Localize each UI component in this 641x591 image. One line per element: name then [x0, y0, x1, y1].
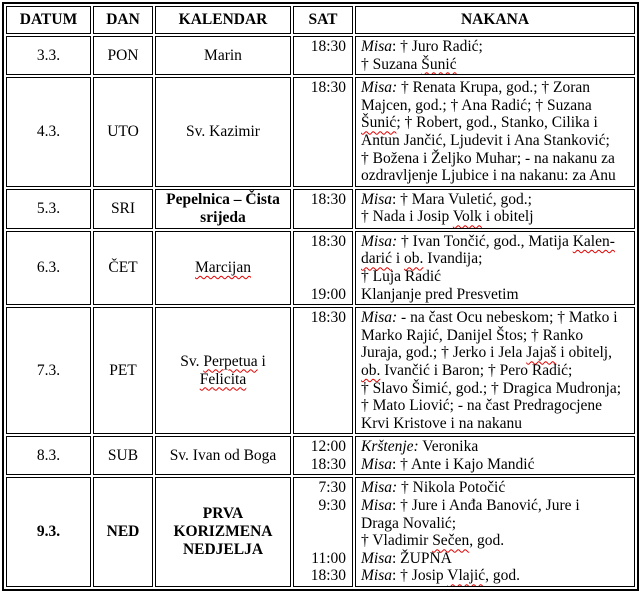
text-segment: Juraja, god.; † Jerko i Jela [361, 344, 527, 362]
intention-line [361, 550, 632, 568]
text-segment: Krštenje: [361, 438, 419, 456]
date-cell: 4.3. [6, 77, 91, 187]
misspelled-word: Šunić [421, 55, 457, 73]
time-cell [293, 36, 353, 75]
text-segment: : ŽUPNA [392, 549, 452, 567]
misspelled-word: Vlajić [447, 567, 486, 585]
intention-line [361, 38, 632, 56]
intention-cell [355, 77, 635, 187]
intention-line [361, 208, 632, 226]
calendar-line [159, 541, 287, 559]
table-row [6, 36, 635, 75]
text-segment: Marko Rajić, Danijel Štos; † Ranko [361, 326, 584, 344]
time-line [297, 286, 346, 304]
day-cell: NED [93, 477, 153, 587]
page [0, 2, 641, 585]
text-segment: 18:30 [310, 190, 346, 208]
text-segment: : † Juro Radić; [392, 38, 483, 55]
text-segment: Marin [204, 46, 242, 64]
time-line [297, 191, 346, 209]
calendar-line [159, 505, 287, 523]
day-cell: ČET [93, 231, 153, 305]
text-segment: NEDJELJA [182, 541, 264, 559]
calendar-line [159, 447, 287, 465]
text-segment: KORIZMENA [173, 523, 273, 541]
date-cell: 7.3. [6, 307, 91, 434]
intention-line [361, 268, 632, 286]
intention-line [361, 497, 632, 515]
intention-line [361, 132, 632, 150]
text-segment: : † Mara Vuletić, god.; [392, 190, 532, 208]
calendar-line [159, 123, 287, 141]
text-segment: Misa [361, 455, 392, 473]
text-segment: 18:30 [310, 79, 346, 97]
day-cell: PET [93, 307, 153, 434]
intention-line [361, 79, 632, 97]
text-segment: : † Ante i Kajo Mandić [392, 455, 535, 473]
time-cell [293, 436, 353, 475]
text-segment: 9:30 [318, 497, 346, 515]
misspelled-word: Felicita [199, 370, 247, 388]
text-segment: Misa [361, 567, 392, 585]
table-row [6, 231, 635, 305]
date-cell: 9.3. [6, 477, 91, 587]
intention-line [361, 56, 632, 74]
schedule-body [6, 36, 635, 587]
text-segment: † Renata Krupa, god.; † Zoran [397, 79, 591, 97]
text-segment: i [257, 352, 266, 370]
intention-line [361, 233, 632, 251]
calendar-cell [155, 477, 291, 587]
table-row [6, 189, 635, 229]
intention-line [361, 380, 632, 398]
text-segment: Klanjanje pred Presvetim [361, 285, 519, 303]
intention-line [361, 114, 632, 132]
mass-schedule-table [2, 2, 639, 591]
text-segment: Antun Jančić, Ljudevit i Ana Stanković; [361, 131, 610, 149]
intention-line [361, 456, 632, 474]
text-segment: : † Jure i Anđa Banović, Jure i [392, 497, 580, 515]
text-segment: 18:30 [310, 567, 346, 585]
time-line [297, 38, 346, 56]
text-segment: - na čast Ocu nebeskom; † Matko i [397, 309, 618, 327]
text-segment: Sv. Kazimir [186, 122, 260, 140]
header-datum: DATUM [6, 6, 91, 34]
intention-line [361, 286, 632, 304]
text-segment: Misa: [361, 309, 398, 327]
text-segment: † Luja Radić [361, 267, 442, 285]
text-segment: 18:30 [310, 309, 346, 327]
calendar-cell [155, 436, 291, 475]
text-segment: Majcen, god.; † Ana Radić; † Suzana [361, 96, 592, 114]
intention-cell [355, 307, 635, 434]
day-cell: SRI [93, 189, 153, 229]
text-segment: Sv. [180, 352, 204, 370]
calendar-cell [155, 36, 291, 75]
date-cell: 8.3. [6, 436, 91, 475]
table-row [6, 307, 635, 434]
header-nakana: NAKANA [355, 6, 635, 34]
time-line [297, 438, 346, 456]
calendar-line [159, 47, 287, 65]
calendar-cell [155, 231, 291, 305]
text-segment: ozdravljenje Ljubice i na nakanu: za Anu [361, 167, 616, 185]
time-line [297, 550, 346, 568]
time-line [297, 479, 346, 497]
text-segment: † Slavo Šimić, god.; † Dragica Mudronja; [361, 379, 622, 397]
misspelled-word: Kalen- [572, 232, 615, 250]
time-line [297, 79, 346, 97]
calendar-cell [155, 307, 291, 434]
time-line [297, 532, 346, 550]
intention-line [361, 479, 632, 497]
intention-cell [355, 436, 635, 475]
text-segment: : † Josip [392, 567, 448, 585]
misspelled-word: Perpetua [203, 352, 258, 370]
text-segment: Misa [361, 549, 392, 567]
text-segment: 7:30 [318, 479, 346, 497]
text-segment: i obitelj, [556, 344, 612, 362]
text-segment: Veronika [418, 438, 479, 456]
text-segment: Misa [361, 190, 392, 208]
text-segment: † Nikola Potočić [397, 479, 506, 497]
time-line [297, 515, 346, 533]
text-segment: Misa [361, 497, 392, 515]
intention-cell [355, 477, 635, 587]
text-segment: 18:30 [310, 232, 346, 250]
text-segment: † Vladimir [361, 532, 433, 550]
text-segment: 12:00 [310, 438, 346, 456]
misspelled-word: Sečen [432, 532, 470, 550]
text-segment: PRVA [202, 505, 244, 523]
day-cell: UTO [93, 77, 153, 187]
intention-line [361, 438, 632, 456]
intention-line [361, 344, 632, 362]
table-row [6, 477, 635, 587]
date-cell: 5.3. [6, 189, 91, 229]
text-segment: 11:00 [311, 549, 346, 567]
intention-line [361, 515, 632, 533]
text-segment: Pepelnica – Čista [166, 190, 280, 208]
calendar-line [159, 353, 287, 371]
calendar-line [159, 209, 287, 227]
text-segment: Ivandija; [423, 250, 483, 268]
time-cell [293, 477, 353, 587]
text-segment: Misa [361, 38, 392, 55]
time-line [297, 567, 346, 585]
text-segment: Draga Novalić; [361, 514, 457, 532]
intention-line [361, 362, 632, 380]
text-segment: Sv. Ivan od Boga [169, 446, 277, 464]
time-cell [293, 307, 353, 434]
text-segment: † Mato Liović; - na čast Predragocjene [361, 397, 603, 415]
header-row [6, 6, 635, 34]
text-segment: 18:30 [310, 455, 346, 473]
text-segment: , god. [469, 532, 505, 550]
text-segment: 18:30 [310, 38, 346, 55]
calendar-cell [155, 77, 291, 187]
header-dan: DAN [93, 6, 153, 34]
text-segment: Misa: [361, 232, 398, 250]
text-segment: Misa: [361, 79, 398, 97]
calendar-line [159, 191, 287, 209]
calendar-line [159, 371, 287, 389]
table-header [6, 6, 635, 34]
date-cell: 3.3. [6, 36, 91, 75]
intention-line [361, 167, 632, 185]
calendar-line [159, 259, 287, 277]
misspelled-word: Šunić [361, 114, 397, 132]
header-sat: SAT [293, 6, 353, 34]
calendar-cell [155, 189, 291, 229]
intention-line [361, 397, 632, 415]
intention-line [361, 532, 632, 550]
intention-line [361, 97, 632, 115]
intention-line [361, 150, 632, 168]
text-segment: i [391, 250, 405, 268]
time-cell [293, 231, 353, 305]
text-segment: 19:00 [310, 285, 346, 303]
misspelled-word: ob. [404, 250, 424, 268]
header-kalendar: KALENDAR [155, 6, 291, 34]
text-segment: Misa: [361, 479, 398, 497]
time-line [297, 309, 346, 327]
time-cell [293, 77, 353, 187]
intention-line [361, 567, 632, 585]
intention-line [361, 327, 632, 345]
misspelled-word: Marcijan [195, 258, 251, 276]
intention-line [361, 415, 632, 433]
day-cell: SUB [93, 436, 153, 475]
date-cell: 6.3. [6, 231, 91, 305]
time-line [297, 250, 346, 268]
intention-cell [355, 189, 635, 229]
text-segment: Ivančić i Baron; † Pero Radić; [380, 361, 573, 379]
text-segment: , god. [485, 567, 521, 585]
intention-cell [355, 36, 635, 75]
time-line [297, 456, 346, 474]
time-line [297, 268, 346, 286]
calendar-line [159, 523, 287, 541]
intention-cell [355, 231, 635, 305]
time-line [297, 497, 346, 515]
misspelled-word: darić [361, 250, 392, 268]
text-segment: † Ivan Tončić, god., Matija [397, 232, 573, 250]
intention-line [361, 309, 632, 327]
text-segment: i obitelj [481, 208, 534, 226]
intention-line [361, 191, 632, 209]
text-segment: † Božena i Željko Muhar; - na nakanu za [361, 149, 615, 167]
text-segment: † Suzana [361, 55, 422, 73]
time-line [297, 233, 346, 251]
misspelled-word: ob. [361, 361, 381, 379]
misspelled-word: Jajaš [526, 344, 557, 362]
text-segment: srijeda [200, 208, 246, 226]
table-row [6, 436, 635, 475]
table-row [6, 77, 635, 187]
misspelled-word: Volk [452, 208, 482, 226]
intention-line [361, 250, 632, 268]
text-segment: Krvi Kristove i na nakanu [361, 414, 522, 432]
time-cell [293, 189, 353, 229]
day-cell: PON [93, 36, 153, 75]
text-segment: † Nada i Josip [361, 208, 453, 226]
text-segment: ; † Robert, god., Stanko, Cilika i [396, 114, 598, 132]
